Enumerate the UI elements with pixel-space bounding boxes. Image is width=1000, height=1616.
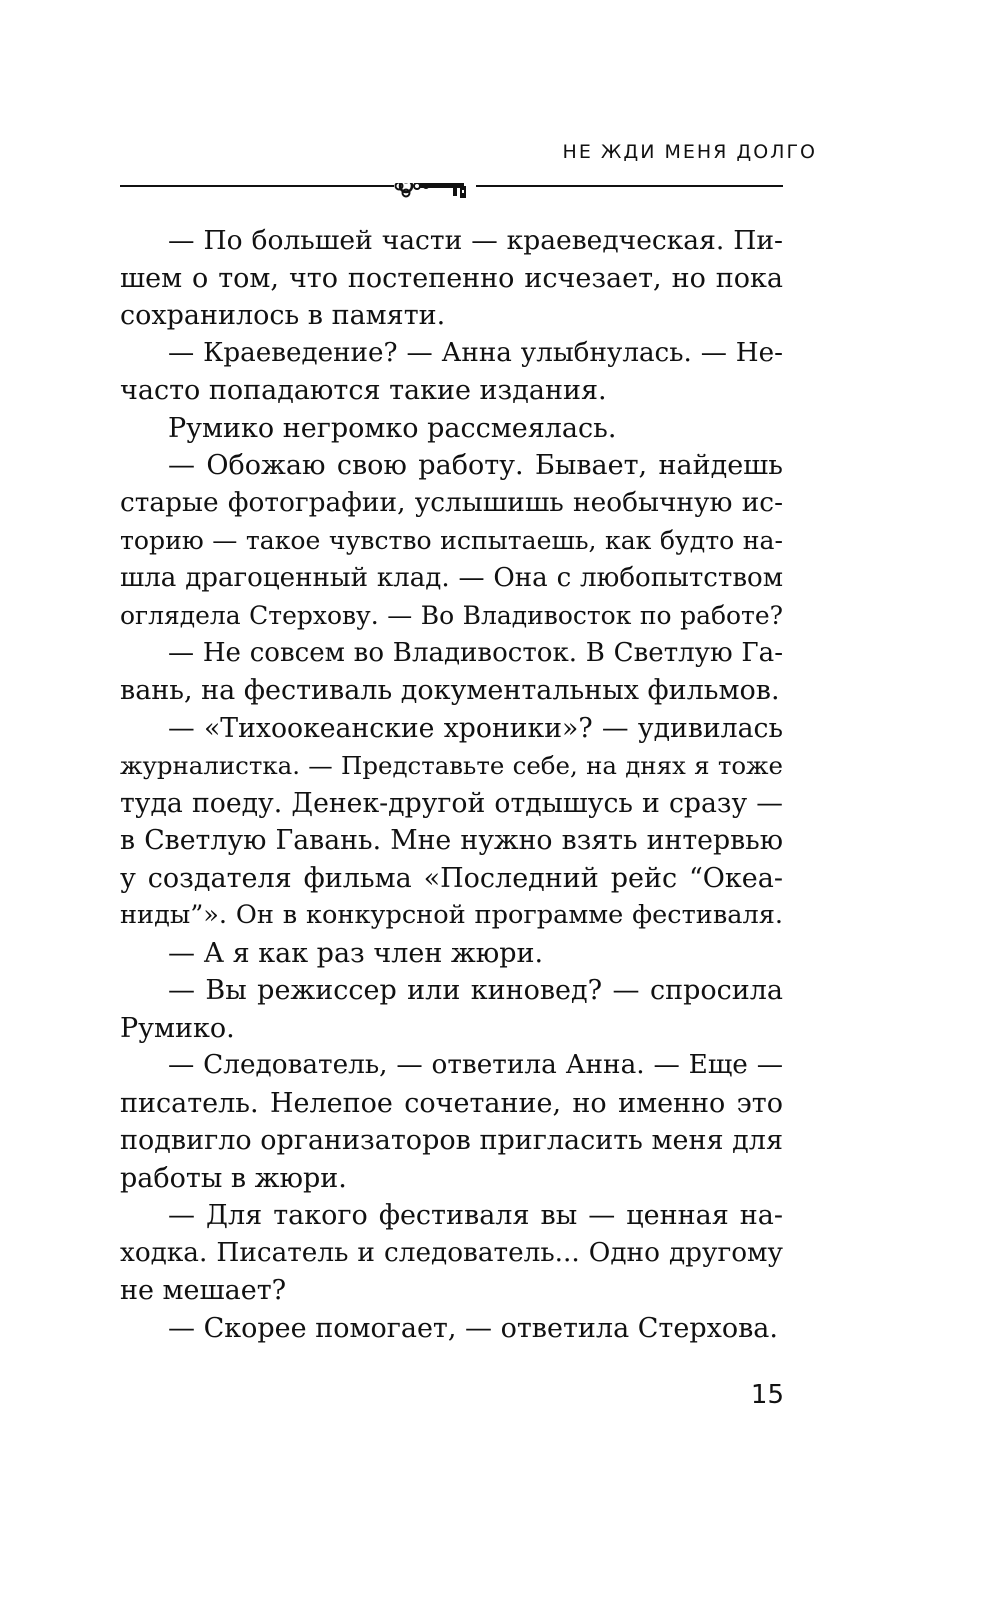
text-line: часто попадаются такие издания.: [120, 375, 607, 406]
text-line: — Следователь, — ответила Анна. — Еще —: [168, 1050, 783, 1080]
page-number: 15: [750, 1380, 784, 1410]
header-rule: [120, 183, 783, 223]
text-line: журналистка. — Представьте себе, на днях я тоже: [120, 751, 783, 780]
text-line: туда поеду. Денек-другой отдышусь и сразу —: [120, 787, 783, 819]
key-icon: [394, 183, 476, 198]
text-line: работы в жюри.: [120, 1162, 347, 1194]
header-rule-line: [120, 183, 783, 203]
text-line: — Обожаю свою работу. Бывает, найдешь: [168, 450, 783, 481]
text-line: — Вы режиссер или киновед? — спросила: [168, 975, 783, 1006]
text-line: в Светлую Гавань. Мне нужно взять интервью: [120, 825, 783, 856]
body-text: [120, 222, 783, 1347]
text-line: шем о том, что постепенно исчезает, но пока: [120, 262, 783, 294]
text-line: подвигло организаторов пригласить меня для: [120, 1125, 783, 1156]
text-line: писатель. Нелепое сочетание, но именно это: [120, 1087, 783, 1119]
text-line: сохранилось в памяти.: [120, 300, 446, 331]
text-line: — А я как раз член жюри.: [168, 937, 544, 969]
text-line: — Не совсем во Владивосток. В Светлую Га-: [168, 637, 783, 668]
text-line: ходка. Писатель и следователь... Одно другому: [120, 1237, 783, 1268]
text-line: — Скорее помогает, — ответила Стерхова.: [168, 1312, 778, 1344]
text-line: — Для такого фестиваля вы — ценная на-: [168, 1200, 783, 1231]
text-line: — По большей части — краеведческая. Пи-: [168, 225, 783, 256]
text-line: — Краеведение? — Анна улыбнулась. — Не-: [168, 337, 783, 368]
text-line: Румико.: [120, 1012, 235, 1044]
text-line: — «Тихоокеанские хроники»? — удивилась: [168, 712, 783, 744]
text-line: Румико негромко рассмеялась.: [168, 412, 617, 444]
text-line: не мешает?: [120, 1275, 287, 1306]
text-line: торию — такое чувство испытаешь, как будто на-: [120, 526, 783, 555]
text-line: старые фотографии, услышишь необычную ис-: [120, 487, 783, 518]
text-line: шла драгоценный клад. — Она с любопытством: [120, 562, 783, 593]
text-line: оглядела Стерхову. — Во Владивосток по работе?: [120, 601, 783, 630]
text-line: ниды”». Он в конкурсной программе фестиваля.: [120, 900, 783, 930]
text-line: вань, на фестиваль документальных фильмов.: [120, 675, 780, 706]
running-title: НЕ ЖДИ МЕНЯ ДОЛГО: [562, 141, 817, 163]
text-line: у создателя фильма «Последний рейс “Океа-: [120, 862, 783, 894]
